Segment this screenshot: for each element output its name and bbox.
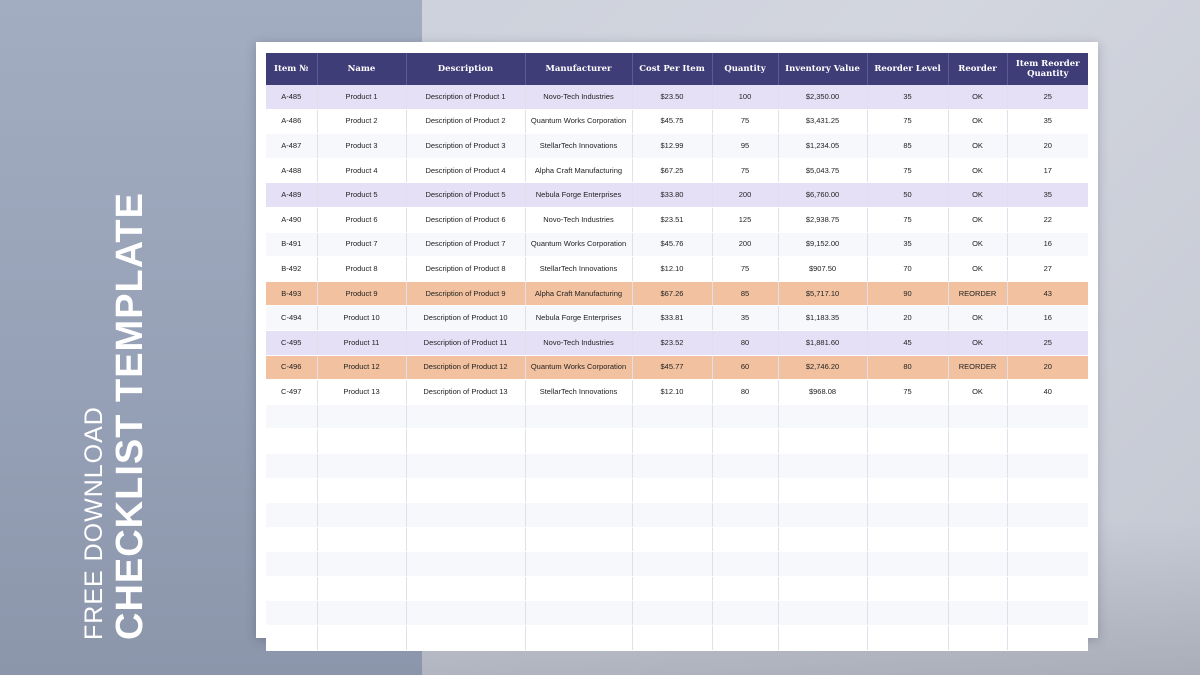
cell-reorder-level[interactable]: 75 — [867, 158, 948, 183]
cell-description[interactable]: Description of Product 13 — [406, 380, 525, 405]
cell-name[interactable]: Product 1 — [317, 85, 406, 109]
cell-cost[interactable]: $67.25 — [632, 158, 712, 183]
empty-cell[interactable] — [778, 626, 867, 651]
cell-quantity[interactable]: 85 — [712, 281, 778, 306]
cell-inventory-value[interactable]: $2,938.75 — [778, 207, 867, 232]
cell-reorder-status[interactable]: OK — [948, 380, 1007, 405]
cell-manufacturer[interactable]: Nebula Forge Enterprises — [525, 183, 632, 208]
empty-cell[interactable] — [778, 503, 867, 528]
empty-cell[interactable] — [632, 626, 712, 651]
empty-cell[interactable] — [712, 429, 778, 454]
empty-cell[interactable] — [948, 552, 1007, 577]
cell-quantity[interactable]: 200 — [712, 232, 778, 257]
cell-inventory-value[interactable]: $3,431.25 — [778, 109, 867, 134]
empty-cell[interactable] — [712, 503, 778, 528]
empty-cell[interactable] — [778, 429, 867, 454]
table-row — [266, 158, 1088, 183]
empty-cell[interactable] — [778, 576, 867, 601]
header-cost-per-item[interactable]: Cost Per Item — [632, 53, 712, 85]
cell-description[interactable]: Description of Product 10 — [406, 306, 525, 331]
cell-reorder-quantity[interactable]: 40 — [1007, 380, 1088, 405]
cell-name[interactable]: Product 2 — [317, 109, 406, 134]
cell-description[interactable]: Description of Product 5 — [406, 183, 525, 208]
cell-reorder-status[interactable]: OK — [948, 207, 1007, 232]
cell-description[interactable]: Description of Product 8 — [406, 257, 525, 282]
empty-cell[interactable] — [317, 453, 406, 478]
empty-cell[interactable] — [266, 429, 317, 454]
empty-cell[interactable] — [406, 503, 525, 528]
cell-name[interactable]: Product 5 — [317, 183, 406, 208]
cell-reorder-level[interactable]: 85 — [867, 134, 948, 159]
cell-description[interactable]: Description of Product 12 — [406, 355, 525, 380]
empty-cell[interactable] — [867, 552, 948, 577]
cell-reorder-quantity[interactable]: 16 — [1007, 232, 1088, 257]
empty-cell[interactable] — [1007, 527, 1088, 552]
empty-cell[interactable] — [266, 626, 317, 651]
cell-cost[interactable]: $67.26 — [632, 281, 712, 306]
empty-cell[interactable] — [525, 601, 632, 626]
cell-item-number[interactable]: C-495 — [266, 330, 317, 355]
empty-cell[interactable] — [867, 626, 948, 651]
empty-cell[interactable] — [712, 601, 778, 626]
cell-quantity[interactable]: 75 — [712, 257, 778, 282]
empty-cell[interactable] — [406, 527, 525, 552]
cell-reorder-level[interactable]: 20 — [867, 306, 948, 331]
empty-cell[interactable] — [317, 552, 406, 577]
cell-inventory-value[interactable]: $968.08 — [778, 380, 867, 405]
cell-description[interactable]: Description of Product 11 — [406, 330, 525, 355]
empty-table-row — [266, 429, 1088, 454]
empty-table-row — [266, 626, 1088, 651]
cell-reorder-level[interactable]: 35 — [867, 85, 948, 109]
empty-cell[interactable] — [525, 478, 632, 503]
cell-item-number[interactable]: A-486 — [266, 109, 317, 134]
cell-description[interactable]: Description of Product 1 — [406, 85, 525, 109]
cell-cost[interactable]: $45.76 — [632, 232, 712, 257]
empty-cell[interactable] — [525, 552, 632, 577]
cell-item-number[interactable]: C-496 — [266, 355, 317, 380]
empty-cell[interactable] — [867, 576, 948, 601]
cell-name[interactable]: Product 10 — [317, 306, 406, 331]
cell-item-number[interactable]: B-491 — [266, 232, 317, 257]
empty-cell[interactable] — [525, 453, 632, 478]
cell-inventory-value[interactable]: $1,234.05 — [778, 134, 867, 159]
empty-cell[interactable] — [266, 404, 317, 429]
cell-reorder-level[interactable]: 90 — [867, 281, 948, 306]
empty-cell[interactable] — [632, 503, 712, 528]
cell-inventory-value[interactable]: $1,183.35 — [778, 306, 867, 331]
header-description[interactable]: Description — [406, 53, 525, 85]
empty-cell[interactable] — [712, 576, 778, 601]
cell-name[interactable]: Product 7 — [317, 232, 406, 257]
cell-quantity[interactable]: 35 — [712, 306, 778, 331]
empty-cell[interactable] — [266, 503, 317, 528]
empty-cell[interactable] — [778, 453, 867, 478]
empty-cell[interactable] — [712, 453, 778, 478]
header-quantity[interactable]: Quantity — [712, 53, 778, 85]
cell-reorder-quantity[interactable]: 35 — [1007, 109, 1088, 134]
cell-item-number[interactable]: A-488 — [266, 158, 317, 183]
empty-cell[interactable] — [266, 478, 317, 503]
empty-cell[interactable] — [525, 429, 632, 454]
empty-cell[interactable] — [948, 527, 1007, 552]
cell-quantity[interactable]: 80 — [712, 330, 778, 355]
empty-cell[interactable] — [266, 576, 317, 601]
cell-name[interactable]: Product 9 — [317, 281, 406, 306]
cell-cost[interactable]: $33.80 — [632, 183, 712, 208]
empty-cell[interactable] — [525, 576, 632, 601]
cell-description[interactable]: Description of Product 2 — [406, 109, 525, 134]
cell-reorder-quantity[interactable]: 27 — [1007, 257, 1088, 282]
cell-reorder-quantity[interactable]: 20 — [1007, 134, 1088, 159]
cell-inventory-value[interactable]: $9,152.00 — [778, 232, 867, 257]
cell-manufacturer[interactable]: Novo-Tech Industries — [525, 330, 632, 355]
empty-cell[interactable] — [948, 404, 1007, 429]
vertical-title-block — [80, 192, 152, 640]
empty-cell[interactable] — [266, 453, 317, 478]
table-row — [266, 380, 1088, 405]
empty-cell[interactable] — [406, 626, 525, 651]
cell-reorder-quantity[interactable]: 43 — [1007, 281, 1088, 306]
header-manufacturer[interactable]: Manufacturer — [525, 53, 632, 85]
cell-reorder-status[interactable]: REORDER — [948, 355, 1007, 380]
table-body — [266, 85, 1088, 650]
cell-reorder-status[interactable]: OK — [948, 109, 1007, 134]
empty-cell[interactable] — [867, 404, 948, 429]
cell-description[interactable]: Description of Product 9 — [406, 281, 525, 306]
empty-cell[interactable] — [317, 478, 406, 503]
cell-inventory-value[interactable]: $6,760.00 — [778, 183, 867, 208]
empty-cell[interactable] — [1007, 478, 1088, 503]
cell-reorder-level[interactable]: 45 — [867, 330, 948, 355]
table-row — [266, 183, 1088, 208]
cell-item-number[interactable]: A-489 — [266, 183, 317, 208]
spreadsheet-sheet — [256, 42, 1098, 638]
cell-manufacturer[interactable]: Novo-Tech Industries — [525, 207, 632, 232]
cell-reorder-level[interactable]: 75 — [867, 380, 948, 405]
header-item-number[interactable]: Item № — [266, 53, 317, 85]
header-inventory-value[interactable]: Inventory Value — [778, 53, 867, 85]
cell-inventory-value[interactable]: $2,350.00 — [778, 85, 867, 109]
cell-reorder-quantity[interactable]: 35 — [1007, 183, 1088, 208]
cell-item-number[interactable]: A-487 — [266, 134, 317, 159]
cell-quantity[interactable]: 125 — [712, 207, 778, 232]
empty-cell[interactable] — [632, 552, 712, 577]
table-row — [266, 306, 1088, 331]
empty-cell[interactable] — [867, 503, 948, 528]
cell-name[interactable]: Product 3 — [317, 134, 406, 159]
table-row — [266, 257, 1088, 282]
table-row — [266, 207, 1088, 232]
cell-description[interactable]: Description of Product 6 — [406, 207, 525, 232]
table-row — [266, 109, 1088, 134]
cell-manufacturer[interactable]: Alpha Craft Manufacturing — [525, 281, 632, 306]
empty-cell[interactable] — [317, 503, 406, 528]
cell-cost[interactable]: $12.10 — [632, 380, 712, 405]
cell-item-number[interactable]: A-485 — [266, 85, 317, 109]
empty-table-row — [266, 453, 1088, 478]
empty-cell[interactable] — [632, 429, 712, 454]
empty-cell[interactable] — [712, 626, 778, 651]
cell-reorder-status[interactable]: OK — [948, 158, 1007, 183]
empty-cell[interactable] — [317, 576, 406, 601]
cell-manufacturer[interactable]: Nebula Forge Enterprises — [525, 306, 632, 331]
empty-table-row — [266, 478, 1088, 503]
cell-cost[interactable]: $23.52 — [632, 330, 712, 355]
cell-item-number[interactable]: A-490 — [266, 207, 317, 232]
empty-cell[interactable] — [712, 527, 778, 552]
cell-manufacturer[interactable]: Quantum Works Corporation — [525, 355, 632, 380]
empty-cell[interactable] — [317, 626, 406, 651]
cell-cost[interactable]: $23.50 — [632, 85, 712, 109]
empty-cell[interactable] — [525, 626, 632, 651]
empty-cell[interactable] — [712, 478, 778, 503]
empty-cell[interactable] — [1007, 576, 1088, 601]
cell-inventory-value[interactable]: $907.50 — [778, 257, 867, 282]
cell-reorder-quantity[interactable]: 25 — [1007, 330, 1088, 355]
cell-reorder-quantity[interactable]: 20 — [1007, 355, 1088, 380]
empty-cell[interactable] — [867, 527, 948, 552]
empty-cell[interactable] — [712, 404, 778, 429]
cell-manufacturer[interactable]: Quantum Works Corporation — [525, 109, 632, 134]
cell-name[interactable]: Product 8 — [317, 257, 406, 282]
empty-cell[interactable] — [406, 576, 525, 601]
table-header-row — [266, 53, 1088, 85]
cell-quantity[interactable]: 200 — [712, 183, 778, 208]
cell-manufacturer[interactable]: Quantum Works Corporation — [525, 232, 632, 257]
cell-reorder-level[interactable]: 75 — [867, 207, 948, 232]
empty-cell[interactable] — [406, 453, 525, 478]
empty-cell[interactable] — [867, 478, 948, 503]
empty-cell[interactable] — [632, 404, 712, 429]
inventory-table — [266, 53, 1088, 651]
cell-reorder-level[interactable]: 80 — [867, 355, 948, 380]
cell-cost[interactable]: $12.99 — [632, 134, 712, 159]
empty-cell[interactable] — [948, 453, 1007, 478]
cell-item-number[interactable]: C-494 — [266, 306, 317, 331]
empty-cell[interactable] — [948, 429, 1007, 454]
cell-reorder-quantity[interactable]: 17 — [1007, 158, 1088, 183]
cell-item-number[interactable]: C-497 — [266, 380, 317, 405]
empty-cell[interactable] — [317, 601, 406, 626]
cell-name[interactable]: Product 6 — [317, 207, 406, 232]
cell-inventory-value[interactable]: $1,881.60 — [778, 330, 867, 355]
empty-cell[interactable] — [525, 527, 632, 552]
empty-cell[interactable] — [867, 601, 948, 626]
cell-reorder-status[interactable]: REORDER — [948, 281, 1007, 306]
cell-quantity[interactable]: 60 — [712, 355, 778, 380]
cell-quantity[interactable]: 95 — [712, 134, 778, 159]
empty-cell[interactable] — [317, 429, 406, 454]
cell-manufacturer[interactable]: Alpha Craft Manufacturing — [525, 158, 632, 183]
header-reorder[interactable]: Reorder — [948, 53, 1007, 85]
cell-reorder-status[interactable]: OK — [948, 232, 1007, 257]
cell-description[interactable]: Description of Product 3 — [406, 134, 525, 159]
empty-cell[interactable] — [632, 527, 712, 552]
cell-reorder-status[interactable]: OK — [948, 330, 1007, 355]
table-row — [266, 330, 1088, 355]
empty-table-row — [266, 601, 1088, 626]
table-row — [266, 134, 1088, 159]
cell-name[interactable]: Product 11 — [317, 330, 406, 355]
empty-cell[interactable] — [778, 601, 867, 626]
empty-cell[interactable] — [712, 552, 778, 577]
empty-cell[interactable] — [1007, 626, 1088, 651]
cell-cost[interactable]: $12.10 — [632, 257, 712, 282]
cell-manufacturer[interactable]: Novo-Tech Industries — [525, 85, 632, 109]
empty-cell[interactable] — [1007, 453, 1088, 478]
title-subtitle: FREE DOWNLOAD — [80, 406, 108, 640]
cell-quantity[interactable]: 75 — [712, 158, 778, 183]
cell-cost[interactable]: $33.81 — [632, 306, 712, 331]
cell-reorder-status[interactable]: OK — [948, 85, 1007, 109]
cell-reorder-level[interactable]: 70 — [867, 257, 948, 282]
cell-reorder-quantity[interactable]: 16 — [1007, 306, 1088, 331]
empty-table-row — [266, 527, 1088, 552]
empty-cell[interactable] — [632, 478, 712, 503]
empty-cell[interactable] — [632, 453, 712, 478]
empty-cell[interactable] — [948, 478, 1007, 503]
empty-cell[interactable] — [632, 601, 712, 626]
cell-inventory-value[interactable]: $5,043.75 — [778, 158, 867, 183]
table-row — [266, 85, 1088, 109]
empty-cell[interactable] — [948, 576, 1007, 601]
empty-cell[interactable] — [948, 503, 1007, 528]
cell-item-number[interactable]: B-492 — [266, 257, 317, 282]
empty-table-row — [266, 404, 1088, 429]
empty-cell[interactable] — [1007, 601, 1088, 626]
cell-reorder-status[interactable]: OK — [948, 306, 1007, 331]
empty-table-row — [266, 503, 1088, 528]
empty-cell[interactable] — [266, 601, 317, 626]
cell-name[interactable]: Product 12 — [317, 355, 406, 380]
empty-cell[interactable] — [317, 404, 406, 429]
table-row — [266, 355, 1088, 380]
cell-reorder-status[interactable]: OK — [948, 134, 1007, 159]
empty-cell[interactable] — [778, 478, 867, 503]
empty-cell[interactable] — [778, 527, 867, 552]
cell-quantity[interactable]: 75 — [712, 109, 778, 134]
empty-cell[interactable] — [948, 626, 1007, 651]
cell-name[interactable]: Product 4 — [317, 158, 406, 183]
empty-cell[interactable] — [1007, 503, 1088, 528]
cell-description[interactable]: Description of Product 4 — [406, 158, 525, 183]
empty-cell[interactable] — [1007, 552, 1088, 577]
empty-cell[interactable] — [1007, 404, 1088, 429]
table-row — [266, 232, 1088, 257]
empty-cell[interactable] — [867, 429, 948, 454]
cell-cost[interactable]: $45.77 — [632, 355, 712, 380]
table-row — [266, 281, 1088, 306]
cell-manufacturer[interactable]: StellarTech Innovations — [525, 257, 632, 282]
cell-manufacturer[interactable]: StellarTech Innovations — [525, 380, 632, 405]
cell-cost[interactable]: $23.51 — [632, 207, 712, 232]
title-main: CHECKLIST TEMPLATE — [109, 192, 151, 640]
cell-reorder-status[interactable]: OK — [948, 183, 1007, 208]
empty-cell[interactable] — [406, 552, 525, 577]
empty-cell[interactable] — [867, 453, 948, 478]
empty-cell[interactable] — [406, 601, 525, 626]
empty-cell[interactable] — [525, 503, 632, 528]
header-item-reorder-quantity[interactable]: Item Reorder Quantity — [1007, 53, 1088, 85]
empty-cell[interactable] — [406, 429, 525, 454]
header-reorder-level[interactable]: Reorder Level — [867, 53, 948, 85]
header-name[interactable]: Name — [317, 53, 406, 85]
cell-reorder-quantity[interactable]: 25 — [1007, 85, 1088, 109]
empty-cell[interactable] — [266, 527, 317, 552]
empty-cell[interactable] — [778, 552, 867, 577]
empty-table-row — [266, 576, 1088, 601]
cell-item-number[interactable]: B-493 — [266, 281, 317, 306]
cell-manufacturer[interactable]: StellarTech Innovations — [525, 134, 632, 159]
cell-reorder-level[interactable]: 50 — [867, 183, 948, 208]
empty-cell[interactable] — [632, 576, 712, 601]
cell-reorder-quantity[interactable]: 22 — [1007, 207, 1088, 232]
empty-cell[interactable] — [1007, 429, 1088, 454]
empty-cell[interactable] — [778, 404, 867, 429]
cell-inventory-value[interactable]: $2,746.20 — [778, 355, 867, 380]
empty-cell[interactable] — [525, 404, 632, 429]
cell-description[interactable]: Description of Product 7 — [406, 232, 525, 257]
empty-cell[interactable] — [406, 478, 525, 503]
cell-quantity[interactable]: 100 — [712, 85, 778, 109]
empty-cell[interactable] — [948, 601, 1007, 626]
empty-cell[interactable] — [317, 527, 406, 552]
cell-reorder-level[interactable]: 75 — [867, 109, 948, 134]
empty-cell[interactable] — [406, 404, 525, 429]
cell-cost[interactable]: $45.75 — [632, 109, 712, 134]
cell-quantity[interactable]: 80 — [712, 380, 778, 405]
cell-reorder-status[interactable]: OK — [948, 257, 1007, 282]
empty-table-row — [266, 552, 1088, 577]
cell-inventory-value[interactable]: $5,717.10 — [778, 281, 867, 306]
empty-cell[interactable] — [266, 552, 317, 577]
cell-reorder-level[interactable]: 35 — [867, 232, 948, 257]
cell-name[interactable]: Product 13 — [317, 380, 406, 405]
